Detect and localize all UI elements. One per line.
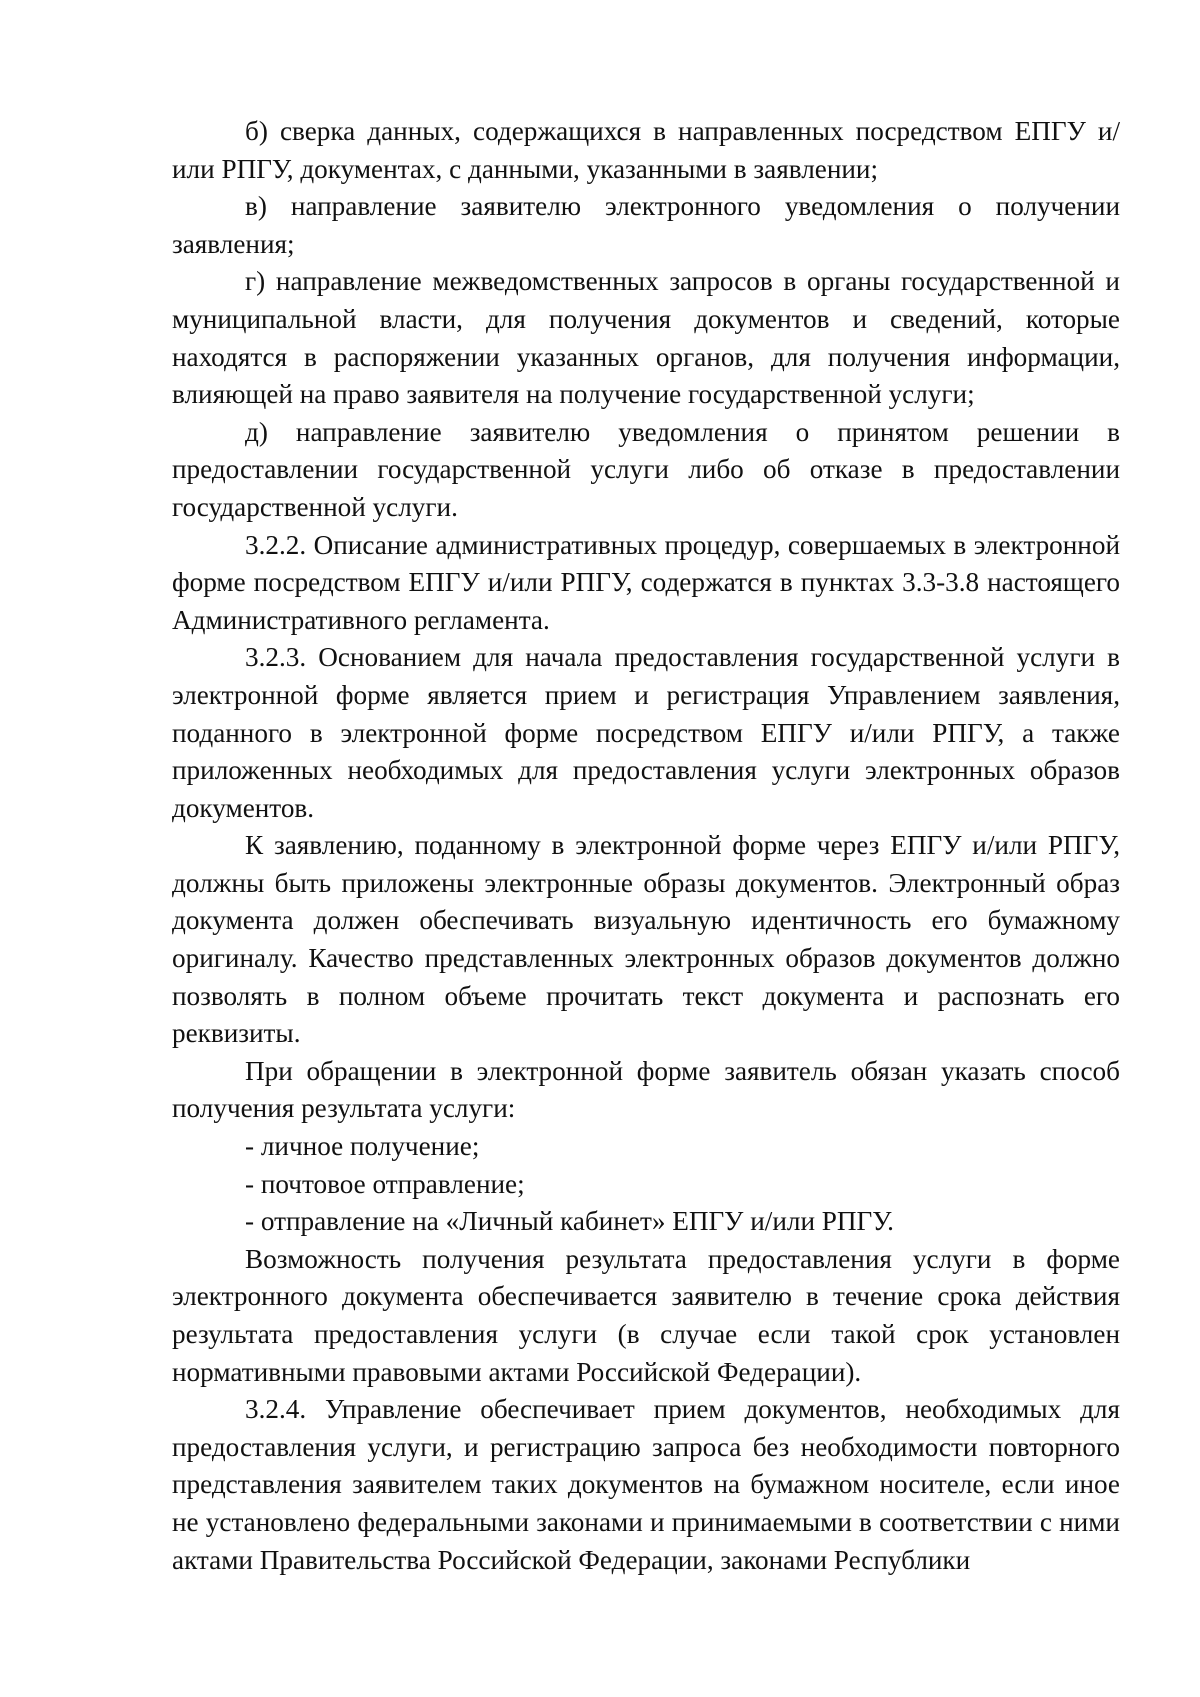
paragraph-electronic-result: Возможность получения результата предоставления услуги в форме электронного документа обеспечивается заявителю в течение срока действия результата предоставления услуги (в случае если такой срок установлен нормативными правовыми актами Российской Федерации).: [172, 1243, 1120, 1387]
paragraph-result-method: При обращении в электронной форме заявитель обязан указать способ получения результата услуги:: [172, 1055, 1120, 1124]
paragraph-3-2-3: 3.2.3. Основанием для начала предоставления государственной услуги в электронной форме является прием и регистрация Управлением заявления, поданного в электронной форме посредством ЕПГУ и/или РПГУ, а также приложенных необходимых для предоставления услуги электронных образов документов.: [172, 642, 1120, 823]
paragraph-3-2-4: 3.2.4. Управление обеспечивает прием документов, необходимых для предоставления услуги, и регистрацию запроса без необходимости повторного представления заявителем таких документов на бумажном носителе, если иное не установлено федеральными законами и принимаемыми в соответствии с ними актами Правительства Российской Федерации, законами Республики: [172, 1394, 1120, 1575]
paragraph-b-data-check: б) сверка данных, содержащихся в направленных посредством ЕПГУ и/или РПГУ, документах, с данными, указанными в заявлении;: [172, 116, 1120, 184]
list-item-postal: - почтовое отправление;: [245, 1168, 525, 1199]
paragraph-v-notification: в) направление заявителю электронного уведомления о получении заявления;: [172, 191, 1120, 259]
paragraph-3-2-2: 3.2.2. Описание административных процедур, совершаемых в электронной форме посредством ЕПГУ и/или РПГУ, содержатся в пунктах 3.3-3.8 настоящего Административного регламента.: [172, 529, 1120, 635]
paragraph-d-decision: д) направление заявителю уведомления о принятом решении в предоставлении государственной услуги либо об отказе в предоставлении государственной услуги.: [172, 416, 1120, 522]
paragraph-g-requests: г) направление межведомственных запросов в органы государственной и муниципальной власти, для получения документов и сведений, которые находятся в распоряжении указанных органов, для получения информации, влияющей на право заявителя на получение государственной услуги;: [172, 266, 1120, 410]
document-body: [172, 113, 1120, 1579]
list-item-cabinet: - отправление на «Личный кабинет» ЕПГУ и/или РПГУ.: [245, 1206, 894, 1237]
paragraph-electronic-images: К заявлению, поданному в электронной форме через ЕПГУ и/или РПГУ, должны быть приложены электронные образы документов. Электронный образ документа должен обеспечивать визуальную идентичность его бумажному оригиналу. Качество представленных электронных образов документов должно позволять в полном объеме прочитать текст документа и распознать его реквизиты.: [172, 830, 1120, 1049]
list-item-personal: - личное получение;: [245, 1131, 480, 1162]
